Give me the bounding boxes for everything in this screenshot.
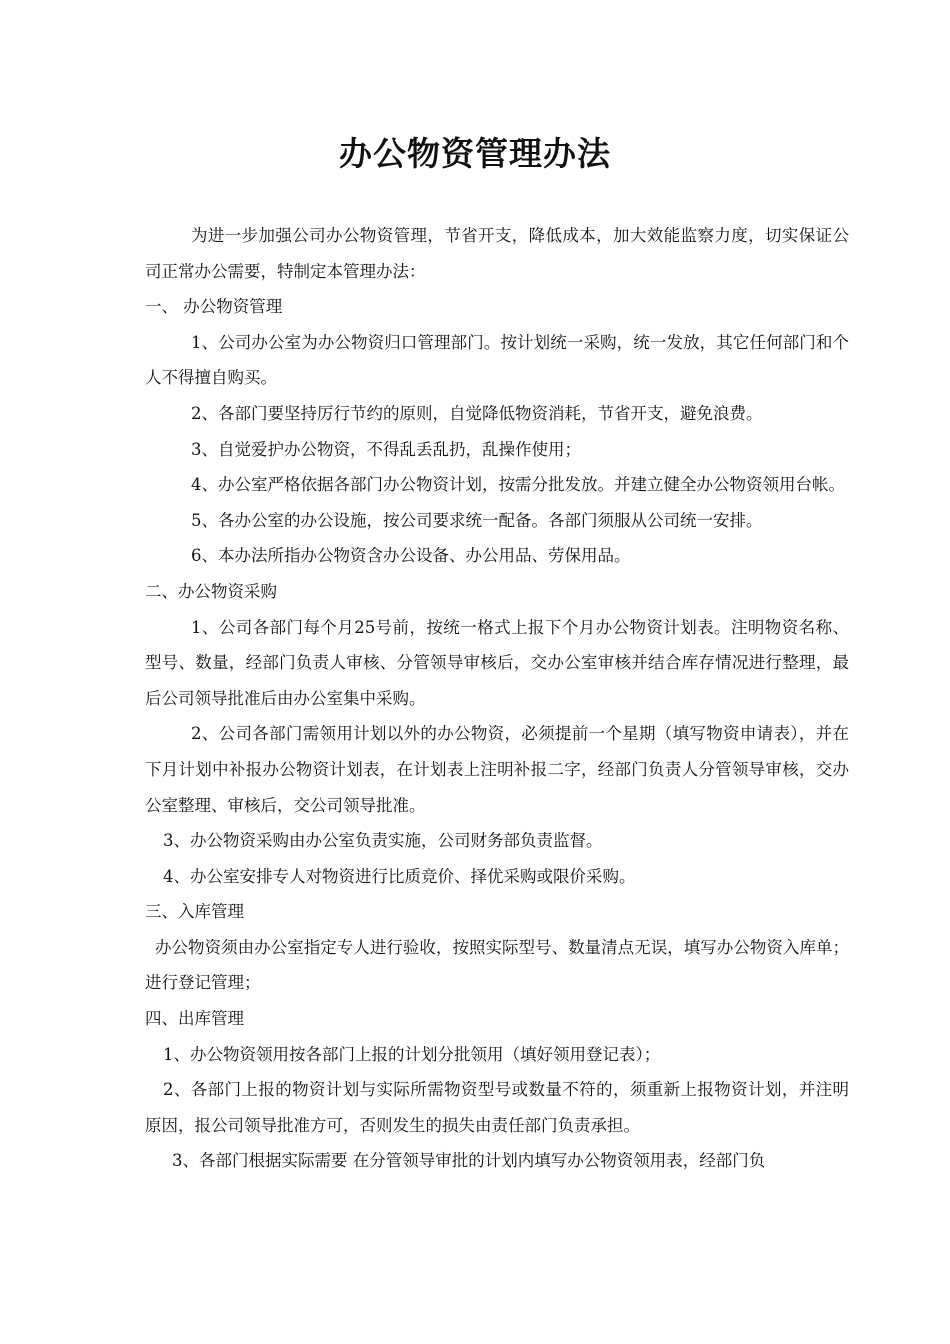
section-1-item-5: 5、各办公室的办公设施，按公司要求统一配备。各部门须服从公司统一安排。 [191, 510, 763, 530]
section-1-heading: 一、 办公物资管理 [145, 297, 283, 317]
section-1-item-1: 1、公司办公室为办公物资归口管理部门。按计划统一采购，统一发放，其它任何部门和个人不得擅自购买。 [145, 332, 849, 388]
section-2-item-1: 1、公司各部门每个月25号前，按统一格式上报下个月办公物资计划表。注明物资名称、型号、数量，经部门负责人审核、分管领导审核后，交办公室审核并结合库存情况进行整理，最后公司领导批准后由办公室集中采购。 [145, 617, 849, 708]
document-title: 办公物资管理办法 [339, 134, 611, 173]
section-4-item-2: 2、各部门上报的物资计划与实际所需物资型号或数量不符的，须重新上报物资计划，并注明原因，报公司领导批准方可，否则发生的损失由责任部门负责承担。 [145, 1080, 849, 1135]
section-4-heading: 四、出库管理 [145, 1009, 244, 1029]
section-1-item-3: 3、自觉爱护办公物资，不得乱丢乱扔，乱操作使用； [191, 439, 581, 459]
intro-paragraph: 为进一步加强公司办公物资管理，节省开支，降低成本，加大效能监察力度，切实保证公司正常办公需要，特制定本管理办法： [145, 226, 849, 281]
section-1-item-2: 2、各部门要坚持厉行节约的原则，自觉降低物资消耗，节省开支，避免浪费。 [191, 403, 763, 423]
section-2-heading: 二、办公物资采购 [145, 581, 277, 601]
section-1-item-4: 4、办公室严格依据各部门办公物资计划，按需分批发放。并建立健全办公物资领用台帐。 [191, 475, 845, 495]
section-1-item-6: 6、本办法所指办公物资含办公设备、办公用品、劳保用品。 [191, 546, 631, 566]
section-4-item-1: 1、办公物资领用按各部门上报的计划分批领用（填好领用登记表）； [163, 1044, 661, 1064]
section-3-heading: 三、入库管理 [145, 902, 244, 922]
document-body [145, 218, 849, 1179]
section-3-text: 办公物资须由办公室指定专人进行验收，按照实际型号、数量清点无误，填写办公物资入库单；进行登记管理； [145, 937, 849, 993]
section-2-item-4: 4、办公室安排专人对物资进行比质竞价、择优采购或限价采购。 [163, 866, 636, 886]
section-4-item-3: 3、各部门根据实际需要 在分管领导审批的计划内填写办公物资领用表，经部门负 [172, 1151, 766, 1171]
section-2-item-2: 2、公司各部门需领用计划以外的办公物资，必须提前一个星期（填写物资申请表），并在下月计划中补报办公物资计划表，在计划表上注明补报二字，经部门负责人分管领导审核，交办公室整理、审核后，交公司领导批准。 [145, 724, 849, 815]
section-2-item-3: 3、办公物资采购由办公室负责实施，公司财务部负责监督。 [163, 831, 603, 851]
